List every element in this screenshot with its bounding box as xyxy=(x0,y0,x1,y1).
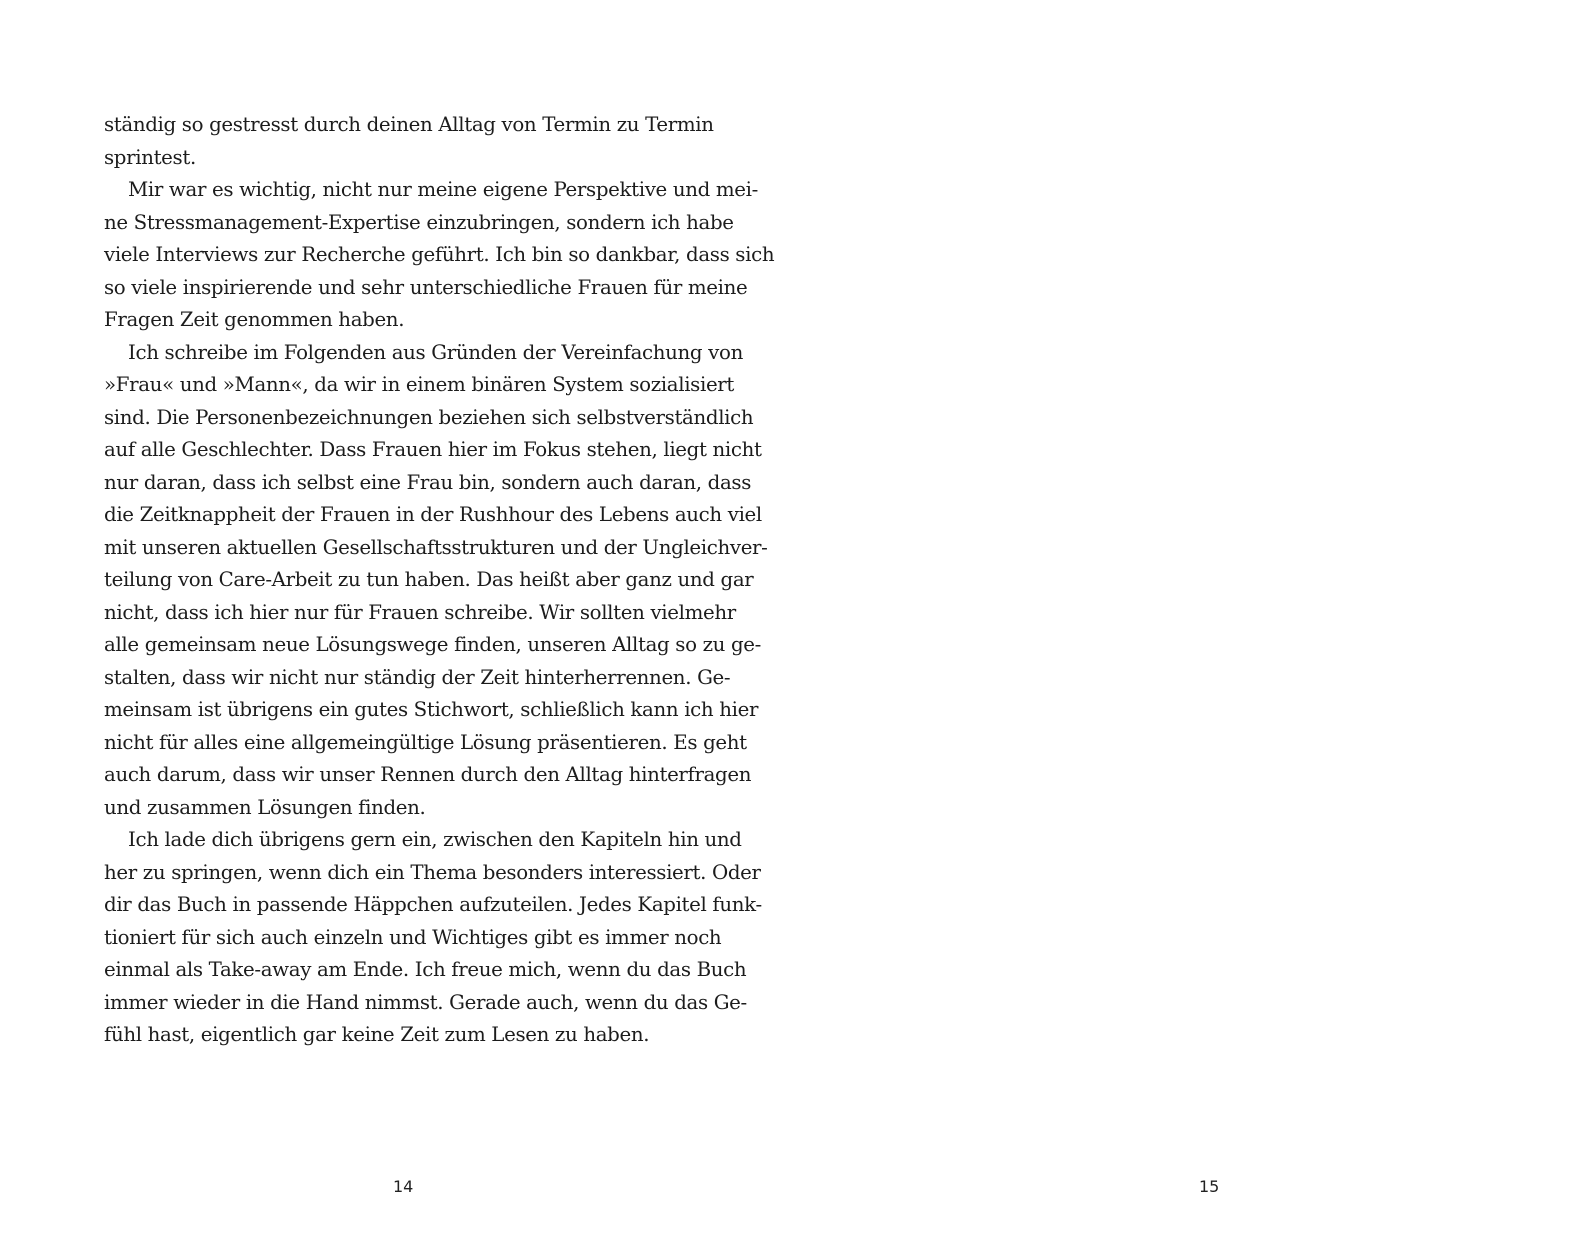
text-line: nur daran, dass ich selbst eine Frau bin, sondern auch daran, dass xyxy=(104,470,752,494)
text-line: Mir war es wichtig, nicht nur meine eigene Perspektive und mei- xyxy=(128,178,758,201)
text-line: auf alle Geschlechter. Dass Frauen hier im Fokus stehen, liegt nicht xyxy=(104,438,762,461)
paragraph xyxy=(104,337,768,825)
text-line: Ich lade dich übrigens gern ein, zwischen den Kapiteln hin und xyxy=(128,828,742,851)
text-line: sprintest. xyxy=(104,145,196,169)
text-line: so viele inspirierende und sehr unterschiedliche Frauen für meine xyxy=(104,275,748,299)
text-line: alle gemeinsam neue Lösungswege finden, unseren Alltag so zu ge- xyxy=(104,633,761,656)
text-line: teilung von Care-Arbeit zu tun haben. Das heißt aber ganz und gar xyxy=(104,568,754,591)
text-line: »Frau« und »Mann«, da wir in einem binären System sozialisiert xyxy=(104,373,735,396)
text-line: her zu springen, wenn dich ein Thema besonders interessiert. Oder xyxy=(104,860,761,884)
page-number-left: 14 xyxy=(393,1177,414,1196)
paragraph xyxy=(104,109,714,174)
text-line: mit unseren aktuellen Gesellschaftsstrukturen und der Ungleichver- xyxy=(104,535,768,559)
text-line: Ich schreibe im Folgenden aus Gründen der Vereinfachung von xyxy=(128,340,743,364)
body-text xyxy=(104,109,775,1052)
text-line: einmal als Take-away am Ende. Ich freue mich, wenn du das Buch xyxy=(104,958,747,981)
text-line: nicht, dass ich hier nur für Frauen schreibe. Wir sollten vielmehr xyxy=(104,600,736,624)
page-number-right: 15 xyxy=(1199,1177,1220,1196)
text-line: und zusammen Lösungen finden. xyxy=(104,795,426,819)
paragraph xyxy=(104,824,762,1052)
text-line: immer wieder in die Hand nimmst. Gerade auch, wenn du das Ge- xyxy=(104,990,747,1014)
text-line: tioniert für sich auch einzeln und Wichtiges gibt es immer noch xyxy=(104,925,722,949)
paragraph xyxy=(104,174,775,337)
text-line: nicht für alles eine allgemeingültige Lösung präsentieren. Es geht xyxy=(104,730,747,754)
text-line: fühl hast, eigentlich gar keine Zeit zum Lesen zu haben. xyxy=(104,1023,650,1046)
text-line: meinsam ist übrigens ein gutes Stichwort, schließlich kann ich hier xyxy=(104,698,759,721)
text-line: stalten, dass wir nicht nur ständig der Zeit hinterherrennen. Ge- xyxy=(104,665,731,689)
text-line: viele Interviews zur Recherche geführt. Ich bin so dankbar, dass sich xyxy=(104,243,775,266)
text-line: sind. Die Personenbezeichnungen beziehen sich selbstverständlich xyxy=(104,405,754,429)
text-line: Fragen Zeit genommen haben. xyxy=(104,308,405,331)
text-line: die Zeitknappheit der Frauen in der Rushhour des Lebens auch viel xyxy=(104,503,762,526)
text-line: ne Stressmanagement-Expertise einzubringen, sondern ich habe xyxy=(104,210,734,234)
text-line: auch darum, dass wir unser Rennen durch den Alltag hinterfragen xyxy=(104,763,752,786)
text-line: dir das Buch in passende Häppchen aufzuteilen. Jedes Kapitel funk- xyxy=(104,893,762,916)
right-page xyxy=(797,0,1594,1240)
text-line: ständig so gestresst durch deinen Alltag von Termin zu Termin xyxy=(104,113,714,136)
